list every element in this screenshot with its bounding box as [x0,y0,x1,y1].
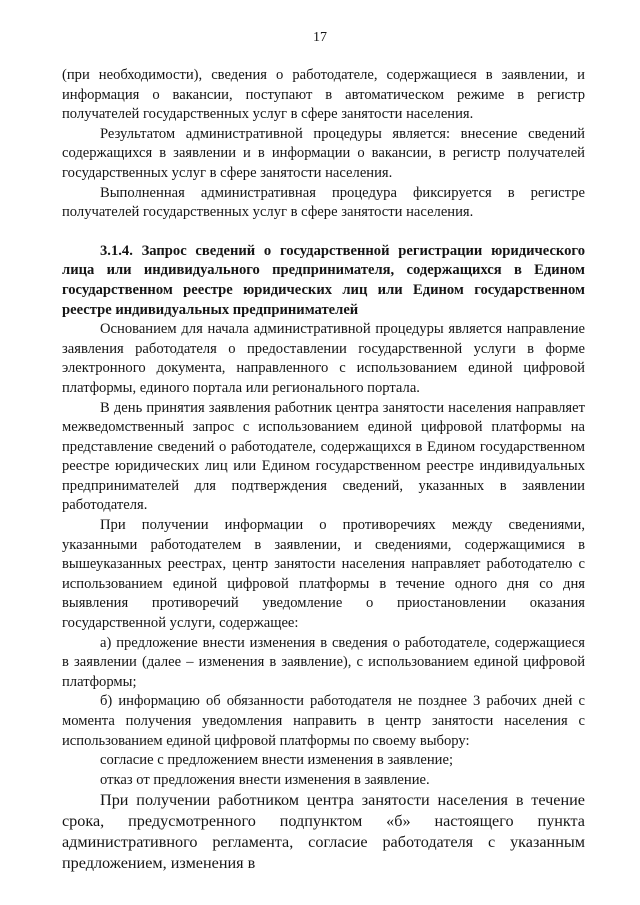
paragraph-final: При получении работником центра занятости населения в течение срока, предусмотренного подпунктом «б» настоящего пункта административного регламента, согласие работодателя с указанным предложением, изменения в [62,791,585,873]
list-item-a: а) предложение внести изменения в сведения о работодателе, содержащиеся в заявлении (далее – изменения в заявление), с использованием единой цифровой платформы; [62,634,585,690]
paragraph-result: Результатом административной процедуры является: внесение сведений содержащихся в заявлении и в информации о вакансии, в регистр получателей государственных услуг в сфере занятости населения. [62,125,585,181]
option-refusal: отказ от предложения внести изменения в заявление. [100,771,430,788]
paragraph-recorded: Выполненная административная процедура фиксируется в регистре получателей государственных услуг в сфере занятости населения. [62,184,585,221]
option-consent: согласие с предложением внести изменения в заявление; [100,752,454,769]
document-body [62,66,585,874]
page-number: 17 [313,30,327,45]
paragraph-basis: Основанием для начала административной процедуры является направление заявления работодателя о предоставлении государственной услуги в форме электронного документа, направленного с использованием единой цифровой платформы, единого портала или регионального портала. [62,321,585,396]
section-heading: 3.1.4. Запрос сведений о государственной регистрации юридического лица или индивидуального предпринимателя, содержащихся в Едином государственном реестре юридических лиц или Едином государственном реестре индивидуальных предпринимателей [62,242,585,318]
paragraph-contradictions: При получении информации о противоречиях между сведениями, указанными работодателем в заявлении, и сведениями, содержащимися в вышеуказанных реестрах, центр занятости населения направляет работодателю с использованием единой цифровой платформы в течение одного дня со дня выявления противоречий уведомление о приостановлении оказания государственной услуги, содержащее: [62,517,585,632]
paragraph-request: В день принятия заявления работник центра занятости населения направляет межведомственный запрос с использованием единой цифровой платформы на представление сведений о работодателе, содержащихся в Едином государственном реестре юридических лиц или Едином государственном реестре индивидуальных предпринимателей для подтверждения сведений, указанных в заявлении работодателя. [62,399,585,514]
paragraph-continuation: (при необходимости), сведения о работодателе, содержащиеся в заявлении, и информация о вакансии, поступают в автоматическом режиме в регистр получателей государственных услуг в сфере занятости населения. [62,67,585,123]
list-item-b: б) информацию об обязанности работодателя не позднее 3 рабочих дней с момента получения уведомления направить в центр занятости населения с использованием единой цифровой платформы по своему выбору: [62,693,585,749]
